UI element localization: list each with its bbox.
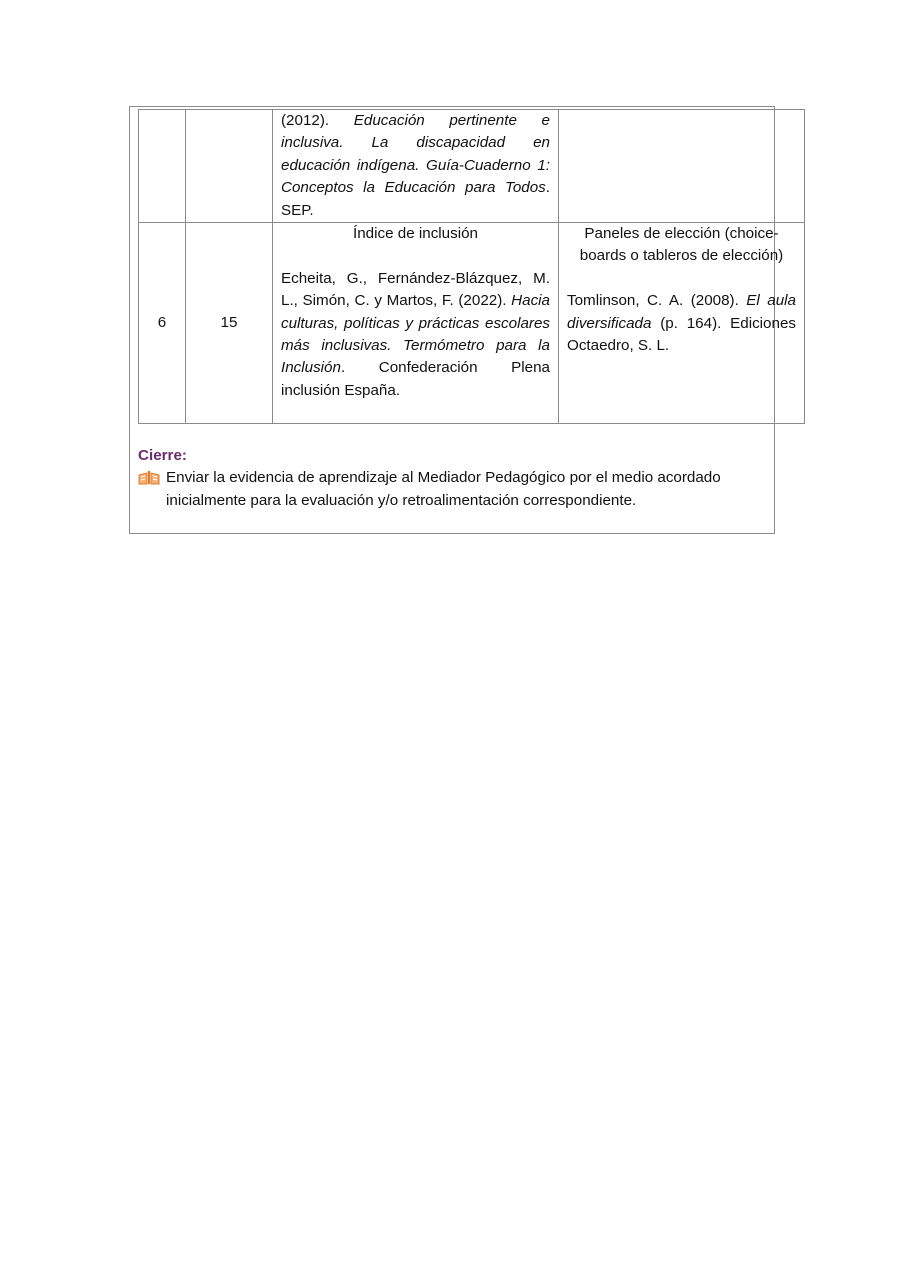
reference-cell: [273, 223, 559, 424]
reference-cell: [273, 110, 559, 223]
row-number-cell: 6: [139, 223, 186, 424]
row-count-cell: [186, 110, 273, 223]
table-row: [139, 110, 805, 223]
strategy-reference-author: Tomlinson, C. A. (2008).: [567, 292, 747, 310]
row-number-cell: [139, 110, 186, 223]
reference-title: Educación pertinente e inclusiva. La discapacidad en educación indígena. Guía-Cuaderno 1: Conceptos la Educación para Todos: [281, 112, 550, 197]
strategy-reference-publisher: (p. 164). Ediciones Octaedro, S. L.: [567, 314, 796, 355]
closing-text: Enviar la evidencia de aprendizaje al Mediador Pedagógico por el medio acordado inicialmente para la evaluación y/o retroalimentación correspondiente.: [166, 469, 721, 509]
reference-publisher: . Confederación Plena inclusión España.: [281, 359, 550, 399]
reference-publisher: . SEP.: [281, 179, 550, 219]
reference-year: (2012).: [281, 112, 354, 129]
closing-title: Cierre:: [138, 447, 187, 464]
row-count-cell: 15: [186, 223, 273, 424]
reference-text: [281, 268, 550, 402]
strategy-cell: [559, 110, 805, 223]
closing-section: [138, 445, 770, 512]
book-reader-icon: [138, 471, 160, 485]
resource-title: Índice de inclusión: [353, 225, 478, 243]
strategy-cell: [559, 223, 805, 424]
activity-table: [138, 109, 805, 424]
closing-bullet: [138, 467, 770, 512]
strategy-reference-title: El aula diversificada: [567, 292, 796, 332]
strategy-reference: [567, 290, 796, 357]
reference-authors: Echeita, G., Fernández-Blázquez, M. L., Simón, C. y Martos, F. (2022).: [281, 269, 550, 310]
reference-title: Hacia culturas, políticas y prácticas escolares más inclusivas. Termómetro para la Inclusión: [281, 292, 550, 377]
strategy-title: Paneles de elección (choice-boards o tableros de elección): [579, 225, 784, 265]
table-row: [139, 223, 805, 424]
activity-table-frame: [129, 106, 796, 534]
